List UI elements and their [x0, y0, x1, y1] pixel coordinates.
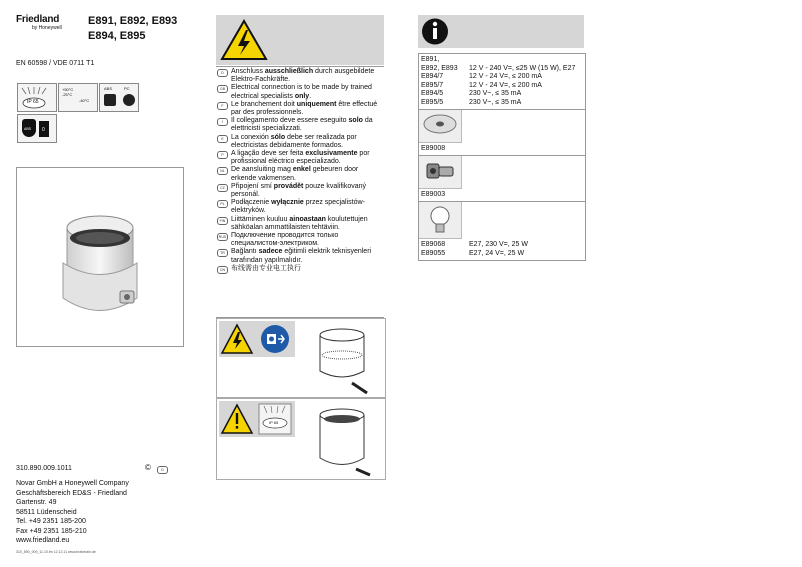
lang-text: Il collegamento deve essere eseguito	[231, 117, 349, 125]
spec-value: 12 V - 24 V=, ≤ 200 mA	[469, 81, 542, 89]
spec-row	[419, 99, 585, 110]
lang-text: La conexión	[231, 133, 271, 141]
accessory-label: E89008	[421, 144, 446, 152]
instruction-panel-1	[216, 318, 386, 398]
lang-text: debe ser realizada por electricistas debidamente formados.	[231, 133, 357, 149]
spec-value: 12 V - 240 V=, ≤25 W (15 W), E27	[469, 64, 576, 72]
lang-bold: enkel	[292, 166, 311, 174]
lang-bold: sadece	[258, 248, 283, 256]
address-line: Fax +49 2351 185-210	[16, 527, 87, 535]
lang-row	[216, 183, 384, 199]
spec-model: E891,	[421, 56, 440, 63]
title-line-1: E891, E892, E893	[88, 15, 178, 27]
copyright-icon: ©	[145, 463, 151, 472]
warning-header	[216, 15, 384, 65]
bulb-list	[419, 241, 585, 258]
title-line-2: E894, E895	[88, 30, 146, 42]
lang-text: Podłączenie	[231, 199, 272, 207]
lang-bold: uniquement	[296, 100, 337, 108]
ip65-spray-icon	[259, 404, 291, 434]
gland-label-1: ABS	[24, 127, 32, 131]
lang-text: Bağlantı	[231, 248, 259, 256]
lang-row	[216, 68, 384, 84]
cable-entry-icon	[17, 114, 57, 143]
spec-model: E892, E893	[421, 64, 458, 72]
material-pc: PC	[124, 86, 130, 91]
spec-row	[419, 65, 585, 74]
accessory-cable-gland	[419, 155, 585, 201]
lang-bold: provádět	[273, 182, 304, 190]
address-line: 58511 Lüdenscheid	[16, 508, 77, 516]
lang-text: .	[309, 92, 312, 100]
reflector-image	[419, 110, 462, 143]
lang-text: Připojení smí	[231, 182, 274, 190]
spec-row	[419, 90, 585, 99]
electrical-warning-icon	[216, 15, 272, 65]
lang-flag: P	[217, 151, 228, 159]
spec-model: E895/5	[421, 98, 444, 106]
accessory-reflector	[419, 109, 585, 155]
product-title	[88, 14, 177, 44]
address-line: Gartenstr. 49	[16, 499, 57, 506]
lang-flag: TR	[217, 249, 228, 257]
temp-min: -25°C	[62, 92, 73, 97]
lang-text: koulutettujen sähköalan ammattilaisten tehtäviin.	[231, 215, 368, 231]
abs-swatch	[104, 94, 116, 106]
lang-text: durch ausgebildete Elektro-Fachkräfte.	[231, 68, 375, 84]
instruction-panel-2	[216, 398, 386, 480]
warning-strip-1	[219, 321, 295, 357]
pc-swatch	[123, 94, 135, 106]
spec-value: 230 V~, ≤ 35 mA	[469, 98, 522, 106]
lang-row	[216, 101, 384, 117]
lang-flag: E	[217, 135, 228, 143]
company-address	[16, 479, 129, 546]
logo-text: Friedland	[16, 14, 60, 25]
lang-text: gebeuren door erkende vakmensen.	[231, 166, 359, 182]
address-line: Novar GmbH a Honeywell Company	[16, 480, 129, 487]
lang-flag: PL	[217, 200, 228, 208]
lang-bold: ainoastaan	[289, 215, 326, 223]
lang-bold: exclusivamente	[305, 150, 358, 158]
lang-flag: GB	[217, 85, 228, 93]
disconnect-power-icon	[261, 325, 289, 353]
info-header	[418, 15, 584, 48]
lang-row	[216, 216, 384, 232]
accessory-label: E89003	[421, 190, 446, 198]
temperature-icon	[58, 83, 98, 112]
lang-text: Electrical connection is to be made by trained electrical specialists	[231, 84, 372, 100]
material-icon	[99, 83, 139, 112]
bulb-spec: E27, 230 V=, 25 W	[469, 241, 528, 248]
lang-text: przez specjalistów-elektryków.	[231, 199, 365, 215]
accessory-bulbs	[419, 201, 585, 260]
spec-model: E895/7	[421, 81, 444, 89]
ip65-label: IP 65	[27, 99, 39, 105]
spec-model: E894/5	[421, 90, 444, 97]
lang-text: Anschluss	[231, 68, 265, 75]
lang-flag: RUS	[218, 235, 227, 240]
material-abs: ABS	[104, 86, 113, 91]
lang-flag: I	[217, 118, 228, 126]
bulb-model: E89068	[421, 241, 446, 248]
address-line: Geschäftsbereich ED&S - Friedland	[16, 489, 127, 497]
lang-bold: ausschließlich	[264, 68, 314, 75]
lang-flag: CN	[217, 266, 228, 274]
lang-bold: wyłącznie	[271, 199, 304, 207]
spec-value: 12 V - 24 V=, ≤ 200 mA	[469, 73, 542, 80]
lang-text: Liittäminen kuuluu	[231, 215, 290, 223]
lang-text: De aansluiting mag	[231, 166, 293, 174]
info-icon	[418, 15, 452, 48]
temp-max: +50°C	[62, 87, 74, 92]
document-number: 310.890.009.1011	[16, 465, 72, 472]
ip65-spray-icon	[17, 83, 57, 112]
spec-row	[419, 73, 585, 82]
lang-row	[216, 117, 384, 133]
lang-flag: D	[217, 69, 228, 77]
warning-strip-2	[219, 401, 295, 437]
lang-row	[216, 84, 384, 100]
lang-bold: only	[294, 92, 310, 100]
lang-bold: solo	[348, 117, 363, 125]
lang-row	[216, 134, 384, 150]
bulb-image	[419, 202, 462, 239]
lang-row	[216, 248, 384, 264]
lang-flag: NL	[217, 167, 228, 175]
spec-row	[419, 82, 585, 91]
spec-value: 230 V~, ≤ 35 mA	[469, 90, 522, 97]
footer-lang-flag: D	[157, 466, 168, 474]
norm-reference: EN 60598 / VDE 0711 T1	[16, 60, 95, 67]
logo-subtext: by Honeywell	[32, 25, 62, 31]
bulb-row	[419, 250, 585, 259]
lang-text: eğitimli elektrik teknisyenleri tarafından yapılmalıdır.	[231, 248, 372, 264]
lang-row	[216, 150, 384, 166]
lang-text: A ligação deve ser feita	[231, 150, 306, 158]
luminaire-drawing-1	[312, 323, 380, 395]
spec-model: E894/7	[421, 73, 444, 80]
file-reference: 310_890_009_11.10.fm 12.12.11 www.braintrain.de	[16, 550, 96, 554]
brand-logo	[16, 14, 80, 38]
lang-text: être effectué par des professionnels.	[231, 100, 378, 117]
temp-value: -40°C	[79, 98, 90, 103]
lang-text: pouze kvalifikovaný personál.	[231, 182, 367, 199]
lang-text: por profissional eléctrico especializado.	[231, 150, 370, 166]
lang-bold: sólo	[270, 133, 286, 141]
lang-flag: CZ	[217, 184, 228, 192]
bulb-row	[419, 241, 585, 250]
lang-row	[216, 265, 384, 274]
spec-row	[419, 54, 585, 65]
product-image	[16, 167, 184, 347]
lang-text: da elettricisti specializzati.	[231, 117, 373, 133]
lang-text: Подключение проводится только специалистом-электриком.	[231, 232, 339, 248]
lang-text: 布线需由专业电工执行	[231, 264, 301, 272]
lang-flag: F	[217, 102, 228, 110]
address-line: www.friedland.eu	[16, 537, 70, 544]
luminaire-drawing-2	[312, 403, 380, 477]
lang-row	[216, 166, 384, 182]
lang-row	[216, 232, 384, 248]
electrical-warning-icon	[222, 325, 252, 353]
lang-text: Le branchement doit	[231, 100, 297, 108]
language-list	[216, 68, 384, 274]
lang-row	[216, 199, 384, 215]
ip65-label: IP 65	[269, 420, 279, 425]
caution-icon	[222, 405, 252, 433]
bulb-spec: E27, 24 V=, 25 W	[469, 249, 525, 257]
lang-flag: FIN	[217, 217, 228, 225]
specifications-table	[418, 53, 586, 261]
address-line: Tel. +49 2351 185-200	[16, 518, 86, 525]
gland-label-2: 0	[42, 127, 45, 133]
bulb-model: E89055	[421, 249, 446, 257]
cable-gland-image	[419, 156, 462, 189]
